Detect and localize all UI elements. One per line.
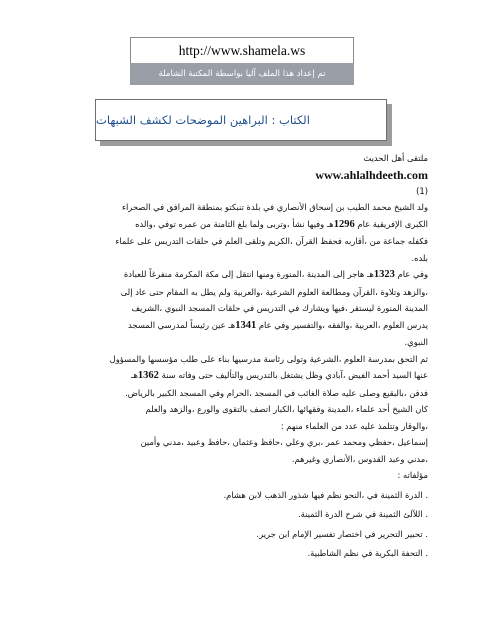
bio-paragraph-5 — [54, 434, 428, 467]
year-number: 1362 — [137, 370, 159, 381]
works-item: . الدرة الثمينة في ،النحو نظم فيها شذور الذهب لابن هشام. — [223, 489, 428, 500]
document-body — [54, 150, 428, 562]
text-line — [54, 367, 428, 385]
works-item: . اللآلئ الثمينة في شرح الدرة الثمينة. — [297, 509, 428, 519]
source-forum: ملتقى أهل الحديث — [363, 153, 428, 163]
text-line: ولد الشيخ محمد الطيب بن إسحاق الأنصاري في بلدة تنبكتو بمنطقة المرافق في الصحراء — [122, 202, 428, 212]
bio-paragraph-1 — [54, 199, 428, 266]
text-line: كان الشيخ أحد علماء ،المدينة وفقهائها ،الكبار اتصف بالتقوى والورع ،والزهد والعلم — [145, 404, 428, 414]
year-number: 1323 — [373, 269, 395, 280]
text-line: فكفله جماعة من ،أقاربه فحفظ القرآن ،الكريم وتلقى العلم في حلقات التدريس على علماء — [115, 236, 428, 246]
text-span: هـ هاجر إلى المدينة ،المنورة ومنها انتقل إلى مكة المكرمة منفرغاً للعبادة — [123, 269, 374, 279]
text-span: يدرس العلوم ،العربية ،والفقه ،والتفسير وفي عام — [258, 319, 428, 330]
text-line: ،مدني وعبد القدوس ،الأنصاري وغيرهم. — [291, 453, 428, 464]
text-line: ،والوقار وتتلمذ عليه عدد من العلماء منهم : — [280, 420, 428, 431]
text-line: إسماعيل ،حفظي ومحمد عمر ،بري وعلي ،حافظ وعثمان ،حافظ وعبيد ،مدني وأمين — [140, 437, 428, 447]
text-line — [54, 266, 428, 284]
text-line — [54, 216, 428, 234]
text-span: الكبرى الإفريقية عام — [357, 218, 428, 229]
text-span: هـ وفيها نشأ ،وتربى ولما بلغ الثامنة من عمره توفي ،والده — [135, 218, 334, 229]
text-line: فدفن ،بالبقيع وصلى عليه صلاة الغائب في المسجد ،الحرام وفي المسجد الكبير بالرياض. — [125, 387, 428, 398]
text-line: ثم التحق بمدرسة العلوم ،الشرعية وتولى رئاسة مدرسيها بناء على طلب مؤسسها والمسؤول — [109, 353, 428, 364]
text-span: هـ عين رئيساً لمدرسي المسجد — [128, 319, 236, 330]
book-title: الكتاب : البراهين الموضحات لكشف الشبهات — [96, 113, 310, 127]
text-span: عنها السيد أحمد الفيض ،آبادي وظل يشتغل بالتدريس والتأليف حتى وفاته سنة — [161, 370, 428, 380]
year-number: 1341 — [235, 319, 257, 331]
text-line — [54, 317, 428, 335]
text-line: المدينة المنورة ليستقر ،فيها ويشارك في التدريس في حلقات المسجد النبوي ،الشريف — [131, 303, 428, 313]
book-title-box — [95, 99, 387, 141]
works-item: . التحفة البكرية في نظم الشاطبية. — [307, 548, 428, 558]
bio-paragraph-3 — [54, 351, 428, 402]
source-marker: (1) — [416, 185, 428, 196]
header-url[interactable]: http://www.shamela.ws — [130, 37, 354, 65]
text-span: هـ — [131, 370, 138, 380]
bio-paragraph-2 — [54, 266, 428, 351]
header-banner: تم إعداد هذا الملف آليا بواسطة المكتبة الشاملة — [130, 63, 354, 85]
text-line: بلده. — [411, 252, 428, 263]
works-heading: مؤلفاته : — [397, 470, 428, 480]
text-span: وفي عام — [397, 269, 428, 279]
year-number: 1296 — [333, 218, 355, 230]
text-line: ،والزهد وتلاوة ،القرآن ومطالعة العلوم الشرعية ،والعربية ولم يطل به المقام حتى عاد إلى — [120, 286, 428, 297]
text-line: النبوي. — [404, 337, 428, 347]
bio-paragraph-4 — [54, 401, 428, 434]
works-item: . تحبير التحرير في اختصار تفسير الإمام ابن جرير. — [256, 528, 428, 539]
source-site[interactable]: www.ahlalhdeeth.com — [315, 167, 428, 182]
